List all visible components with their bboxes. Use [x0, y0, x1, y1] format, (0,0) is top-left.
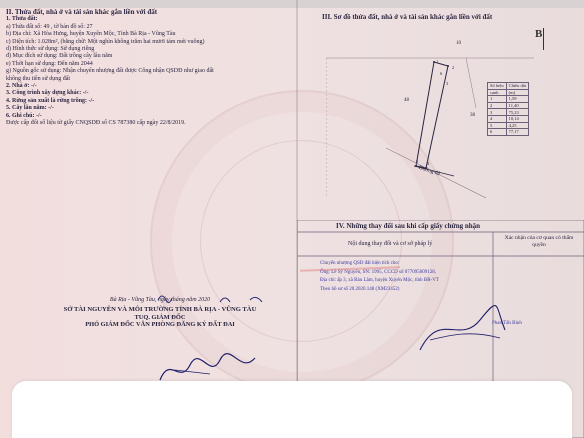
- legend-edge: 5: [488, 122, 507, 129]
- legend-edge: 2: [488, 102, 507, 109]
- legend-length: 4,25: [506, 122, 528, 129]
- parcel-line-2: b) Địa chỉ: Xã Hòa Hưng, huyện Xuyên Mộc, Tỉnh Bà Rịa - Vũng Tàu: [6, 31, 176, 38]
- legend-edge: 3: [488, 109, 507, 116]
- legend-edge: 1: [488, 96, 507, 103]
- change-entry: [320, 260, 439, 294]
- change-line-3: Địa chỉ: ấp 3, xã Bàu Lâm, huyện Xuyên Mộc, tỉnh BR-VT: [320, 278, 439, 284]
- change-line-4: Theo hồ sơ số 20.2020.148 (XM23452): [320, 286, 400, 292]
- section-ii-heading: II. Thửa đất, nhà ở và tài sản khác gắn liền với đất: [6, 8, 158, 16]
- parcel-line-0: 1. Thửa đất:: [6, 16, 38, 23]
- legend-header-1b: cạnh: [488, 89, 507, 96]
- changes-col-content: Nội dung thay đổi và cơ sở pháp lý: [348, 241, 433, 247]
- sketch-label-right: 38: [470, 113, 475, 118]
- edge-length-table: [487, 82, 529, 136]
- point-4: 4: [427, 161, 430, 166]
- parcel-line-14: Được cấp đổi số liệu từ giấy CNQSDĐ số CS 787380 cấp ngày 22/8/2019.: [6, 120, 186, 127]
- legend-edge: 6: [488, 129, 507, 136]
- parcel-line-1: a) Thửa đất số: 49 , tờ bản đồ số: 27: [6, 23, 93, 30]
- changes-col-confirmation: Xác nhận của cơ quan có thẩm quyền: [504, 235, 574, 248]
- point-3: 3: [446, 81, 449, 86]
- section-iii-heading: III. Sơ đồ thửa đất, nhà ở và tài sản khác gắn liền với đất: [322, 13, 493, 21]
- change-signer: Phan Tấn Bình: [492, 321, 522, 326]
- parcel-line-5: đ) Mục đích sử dụng: Đất trồng cây lâu năm: [6, 53, 113, 60]
- issue-date-line: Bà Rịa - Vũng Tàu, ngày tháng năm 2020: [109, 297, 211, 303]
- parcel-line-9: 2. Nhà ở: -/-: [6, 83, 37, 90]
- legend-header-2b: (m): [506, 89, 528, 96]
- parcel-line-3: c) Diện tích: 1.028m², (bằng chữ: Một nghìn không trăm hai mươi tám mét vuông): [6, 38, 205, 45]
- point-5: 5: [416, 159, 419, 164]
- section-iv-heading: IV. Những thay đổi sau khi cấp giấy chứng nhận: [336, 222, 481, 230]
- parcel-line-8: không thu tiền sử dụng đất: [6, 75, 71, 82]
- parcel-line-13: 6. Ghi chú: -/-: [6, 112, 42, 119]
- photo-top-edge: [0, 0, 584, 8]
- legend-header-1: Số hiệu: [488, 83, 507, 90]
- bottom-sheet[interactable]: [12, 381, 572, 438]
- legend-length: 1,59: [506, 96, 528, 103]
- issuing-org: SỞ TÀI NGUYÊN VÀ MÔI TRƯỜNG TỈNH BÀ RỊA - VŨNG TÀU: [63, 306, 257, 314]
- legend-length: 75,23: [506, 109, 528, 116]
- sketch-label-top: 10: [456, 41, 461, 46]
- handwritten-date: [150, 290, 270, 308]
- legend-length: 10,14: [506, 115, 528, 122]
- change-signature: [410, 300, 510, 360]
- parcel-line-10: 3. Công trình xây dựng khác: -/-: [6, 90, 89, 97]
- point-6: 6: [440, 71, 443, 76]
- change-line-1: Chuyển nhượng QSD đất hiện tích cho:: [320, 261, 400, 266]
- legend-length: 11,40: [506, 102, 528, 109]
- parcel-line-7: g) Nguồn gốc sử dụng: Nhận chuyển nhượng đất được Công nhận QSDĐ như giao đất: [6, 68, 214, 75]
- legend-length: 77,17: [506, 129, 528, 136]
- legend-edge: 4: [488, 115, 507, 122]
- change-line-2: Ông: Lê Sỹ Nguyên, SN: 1995, CCCD số 077095009128,: [320, 269, 436, 275]
- signer-title: PHÓ GIÁM ĐỐC VĂN PHÒNG ĐĂNG KÝ ĐẤT ĐAI: [85, 321, 235, 329]
- road-label: Đường đá: [417, 164, 441, 178]
- north-arrow-label: B: [535, 28, 543, 40]
- point-1: 1: [436, 59, 439, 64]
- parcel-line-4: d) Hình thức sử dụng: Sử dụng riêng: [6, 46, 95, 53]
- authorization-line: TUQ. GIÁM ĐỐC: [134, 313, 186, 321]
- legend-header-2: Chiều dài: [506, 83, 528, 90]
- point-2: 2: [452, 65, 455, 70]
- parcel-line-12: 5. Cây lâu năm: -/-: [6, 105, 54, 112]
- sketch-label-left: 48: [404, 98, 409, 103]
- parcel-line-6: e) Thời hạn sử dụng: Đến năm 2044: [6, 60, 93, 67]
- parcel-line-11: 4. Rừng sản xuất là rừng trồng: -/-: [6, 97, 95, 104]
- left-section: [6, 9, 214, 128]
